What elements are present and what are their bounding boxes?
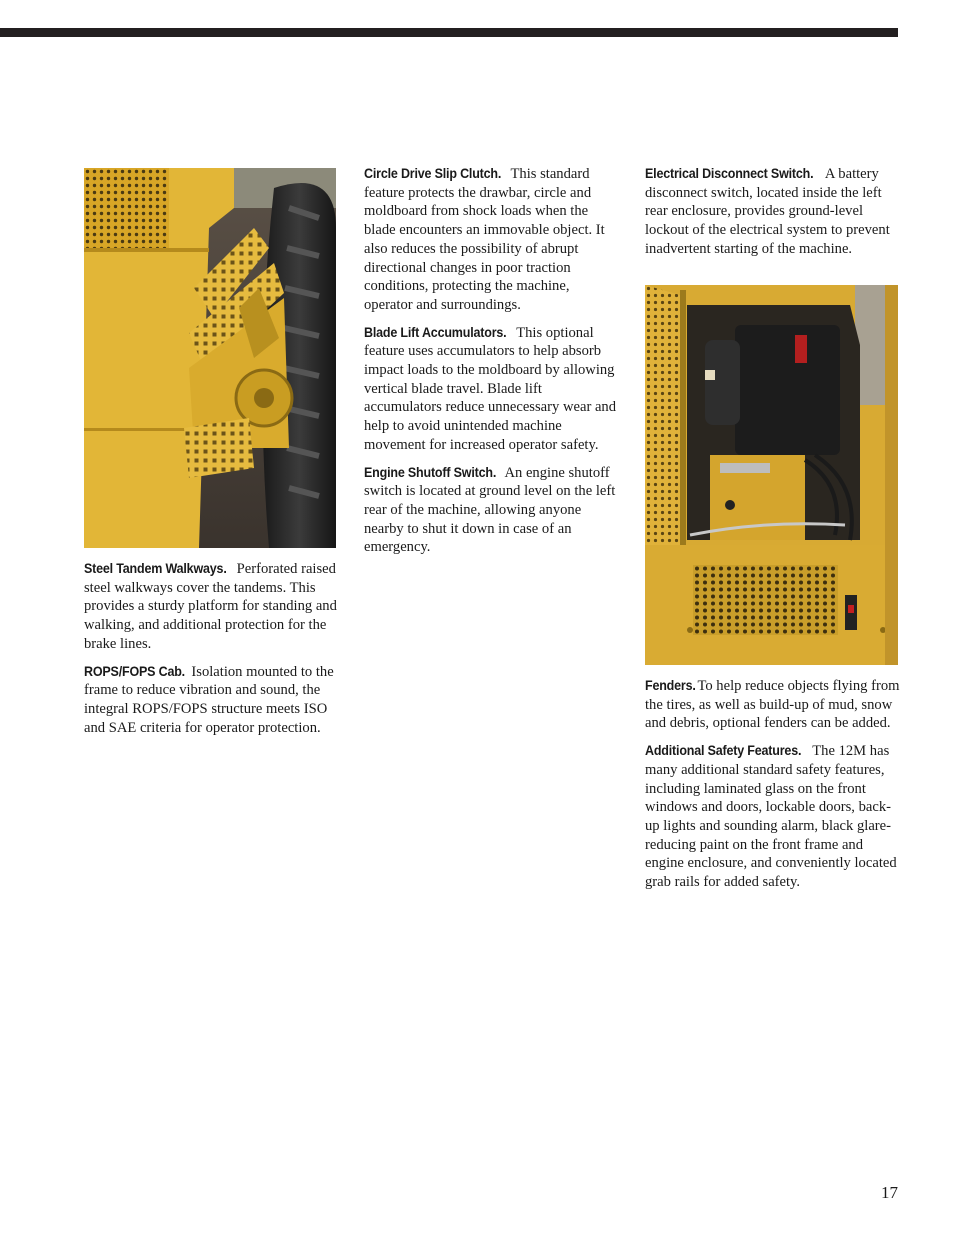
blade-lift-accumulators-paragraph <box>364 324 620 455</box>
column-3-text-top <box>645 165 901 268</box>
paragraph-body: An engine shutoff switch is located at ground level on the left rear of the machine, allowing anyone nearby to shut it down in case of an emergency. <box>364 464 616 556</box>
paragraph-heading: Additional Safety Features. <box>645 743 802 759</box>
additional-safety-features-paragraph <box>645 742 901 892</box>
column-3-text-bottom <box>645 677 901 901</box>
paragraph-body: This optional feature uses accumulators to help absorb impact loads to the moldboard by allowing vertical blade travel. Blade lift accumulators reduce unnecessary wear and help to avoid unintended machine movement for increased operator safety. <box>364 324 617 453</box>
paragraph-body: Perforated raised steel walkways cover the tandems. This provides a sturdy platform for standing and walking, and additional protection for the brake lines. <box>84 561 337 652</box>
paragraph-heading: Electrical Disconnect Switch. <box>645 166 814 181</box>
page-number: 17 <box>881 1183 898 1202</box>
paragraph-heading: Steel Tandem Walkways. <box>84 561 227 576</box>
paragraph-heading: ROPS/FOPS Cab. <box>84 663 185 679</box>
electrical-enclosure-photo <box>645 285 898 665</box>
circle-drive-slip-clutch-paragraph <box>364 165 620 315</box>
electrical-disconnect-switch-paragraph <box>645 165 901 259</box>
engine-shutoff-switch-paragraph <box>364 464 620 558</box>
paragraph-body: A battery disconnect switch, located inside the left rear enclosure, provides ground-level lockout of the electrical system to prevent inadvertent starting of the machine. <box>645 166 890 257</box>
paragraph-body: The 12M has many additional standard safety features, including laminated glass on the front windows and doors, lockable doors, back-up lights and sounding alarm, black glare-reducing paint on the front frame and engine enclosure, and conveniently located grab rails for added safety. <box>645 743 897 891</box>
paragraph-heading: Blade Lift Accumulators. <box>364 324 507 340</box>
paragraph-heading: Circle Drive Slip Clutch. <box>364 166 502 181</box>
column-1-text <box>84 560 339 746</box>
column-2-text <box>364 165 620 566</box>
tandem-walkway-photo <box>84 168 336 548</box>
rops-fops-cab-paragraph <box>84 663 339 738</box>
paragraph-body: Isolation mounted to the frame to reduce vibration and sound, the integral ROPS/FOPS structure meets ISO and SAE criteria for operator protection. <box>84 663 334 736</box>
paragraph-body: This standard feature protects the drawbar, circle and moldboard from shock loads when the blade encounters an immovable object. It also reduces the possibility of abrupt directional changes in poor traction conditions, protecting the machine, operator and surroundings. <box>364 166 605 313</box>
paragraph-heading: Engine Shutoff Switch. <box>364 464 497 480</box>
paragraph-body: To help reduce objects flying from the tires, as well as build-up of mud, snow and debris, optional fenders can be added. <box>645 678 900 732</box>
fenders-paragraph <box>645 677 901 733</box>
steel-tandem-walkways-paragraph <box>84 560 339 654</box>
paragraph-heading: Fenders. <box>645 678 696 693</box>
top-rule <box>0 28 898 37</box>
